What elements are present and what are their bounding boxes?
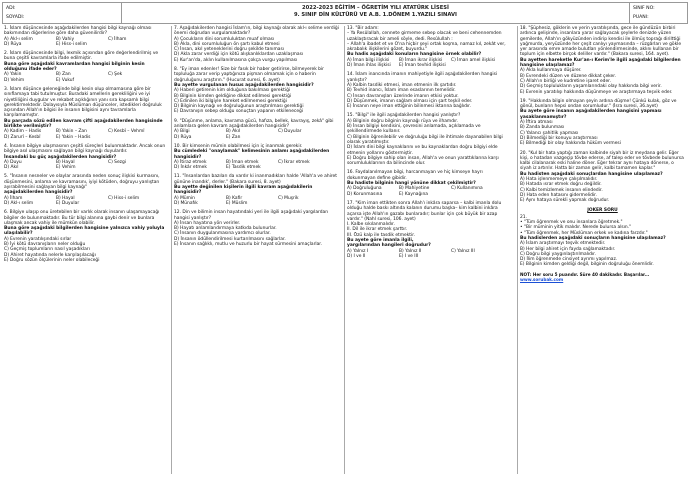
column-divider bbox=[171, 26, 172, 474]
answer-option[interactable]: B) Bilginin kimden geldiğine dikkat edilmesi gerektiği bbox=[174, 93, 292, 99]
answer-option[interactable]: E) İman tevhid ilişkisi bbox=[399, 63, 446, 69]
answer-row bbox=[4, 78, 169, 83]
question bbox=[4, 26, 169, 47]
answer-option[interactable]: D) Korunmasına bbox=[347, 191, 383, 197]
answer-option[interactable]: E) Evrenin yaratılışı hakkında düşünmeye ve araştırmaya teşvik eder. bbox=[520, 89, 673, 95]
question bbox=[4, 210, 169, 263]
answer-option[interactable]: C) İkrar etmek bbox=[278, 159, 310, 165]
question bbox=[4, 87, 169, 140]
answer-option[interactable]: B) Evrendeki düzen ve düzene dikkat çeker. bbox=[520, 73, 617, 79]
question bbox=[4, 174, 169, 206]
question bbox=[174, 210, 339, 247]
question-text: 4. İnsanın bilgiye ulaşmasının çeşitli süreçleri bulunmaktadır. Ancak onun bilgiye asıl ulaşmasını sağlayan bilgi kaynağı duyulardır. bbox=[4, 143, 166, 155]
answer-row bbox=[4, 201, 169, 206]
question-stem: Bu ayette değinilen kişilerin ilgili kavram aşağıdakilerin hangisidir? bbox=[174, 185, 313, 196]
answer-option[interactable]: E) Bilmediği bir olay hakkında hüküm vermesi bbox=[520, 141, 621, 147]
question-stem: Bu ayete göre insanın aşağıdakilerden hangisini yapması yasaklanmamıştır? bbox=[520, 109, 662, 120]
question-stem: Bu hadiste bilginin hangi yönüne dikkat çekilmiştir? bbox=[347, 181, 476, 187]
answer-option[interactable]: D) Münafık bbox=[174, 200, 198, 206]
answer-option[interactable]: E) İnsanın neye iman ettiğinin bilinmesi iktarına bağlıdır. bbox=[347, 104, 471, 110]
footer-link[interactable]: www.sorubak.com bbox=[520, 277, 564, 283]
question bbox=[347, 72, 512, 109]
answer-option[interactable]: A) İftira atması bbox=[520, 120, 553, 126]
answer-option[interactable]: D) Akıl bbox=[4, 165, 19, 171]
question bbox=[174, 174, 339, 206]
question-column-1 bbox=[4, 26, 169, 267]
answer-row bbox=[4, 42, 169, 47]
question-stem: Bu ayete göre imanla ilgili, bbox=[347, 237, 414, 243]
question bbox=[174, 144, 339, 170]
answer-option[interactable]: C) Hiss-i selim bbox=[108, 195, 140, 201]
answer-option[interactable]: A) İtiraz etmek bbox=[174, 159, 207, 165]
answer-option[interactable]: C) Geçmiş toplumların nasıl yaşadıkları bbox=[4, 247, 90, 253]
answer-option[interactable]: E) Zan bbox=[226, 134, 241, 140]
answer-option[interactable]: C) Bilginin öğrenilebilir ve doğruluğu bilgi ile ihtimale dayanabilen bilgi olarak yaratılmıştır. bbox=[347, 134, 503, 145]
question-stem: Buna göre aşağıdaki kavramlardan hangisi bilginin kesin olduğunu ifade eder? bbox=[4, 61, 145, 73]
answer-option[interactable]: C) Sezgi bbox=[108, 159, 126, 165]
answer-option[interactable]: C) Kullanımına bbox=[451, 186, 483, 192]
answer-option[interactable]: B) İnsan bilgiyi kendisini, çevresini anlamada, açıklamada ve şekillendirmede kullanır. bbox=[347, 124, 481, 135]
answer-option[interactable]: D) Rüya bbox=[174, 134, 192, 140]
answer-option[interactable]: II. Dil ile ikrar etmek şarttır. bbox=[347, 227, 408, 233]
answer-option[interactable]: A) Çocukların dini sorumluluktan muaf olması bbox=[174, 36, 275, 42]
answer-option[interactable]: C) İlham bbox=[108, 36, 127, 42]
answer-option[interactable]: D) Geçmiş toplulukların yaşamlarındaki olay hakkında bilgi verir. bbox=[520, 84, 662, 90]
answer-option[interactable]: – Allah'a ibadet et ve O'na hiçbir şeyi ortak koşma, namaz kıl, zekât ver, akrabalık ilişkilerini gözet, buyurdu." bbox=[347, 41, 506, 53]
question-stem: Bu cümledeki "onaylamak" kelimesinin anlamı aşağıdakilerden hangisidir? bbox=[174, 149, 330, 160]
exam-header bbox=[2, 2, 688, 24]
answer-option[interactable]: A) Bilgi bbox=[174, 129, 190, 135]
question-stem: aşağıdakilerden hangisidir? bbox=[4, 190, 73, 196]
answer-option[interactable]: C) İnsan davranışları üzerinde imanın etkisi yoktur. bbox=[347, 93, 459, 99]
answer-option[interactable]: B) Hatada ısrar etmek doğru değildir. bbox=[520, 182, 602, 188]
answer-option[interactable]: D) Bilginin kaynağı ve doğruluğunun araştırılması gerektiği bbox=[174, 104, 304, 110]
answer-option[interactable]: D) Bilmediği bir konuyu araştırması bbox=[520, 135, 598, 141]
answer-option[interactable]: D) İslam dini bilgi kaynaklarını ve bu kaynaklardan doğru bilgiyi elde etmenin yollarını göstermiştir. bbox=[347, 145, 498, 156]
answer-option[interactable]: B) Hayatı anlamlandırmaya katkıda bulunurlar. bbox=[174, 226, 277, 232]
answer-option[interactable]: D) İnsanın ödüllendirilmesi kurtarılmasını sağlarlar. bbox=[174, 236, 286, 242]
answer-row bbox=[347, 254, 512, 259]
joker-line: • "Tüm öğrenmek ve onu insanlara öğretmek." bbox=[520, 220, 623, 226]
answer-option[interactable]: A) Akla kullanmaya düşürer. bbox=[520, 68, 582, 74]
exam-page bbox=[2, 2, 688, 477]
question-text: 16. Faydalanılmayan bilgi, harcanmayan ve hiç kimseye hayrı dokunmayan define gibidir. bbox=[347, 170, 483, 181]
answer-option[interactable]: B) Zan bbox=[56, 72, 71, 78]
answer-option[interactable]: E) Bilginin kimden geldiği değil, bilginin doğruluğu önemlidir. bbox=[520, 262, 654, 268]
student-info bbox=[2, 2, 122, 24]
question-text: 14. İslam inancında imanın mahiyetiyle ilgili aşağıdakilerden hangisi yanlıştır? bbox=[347, 72, 498, 83]
answer-option[interactable]: C) Doğru bilgi yaygınlaştırılmalıdır. bbox=[520, 251, 596, 257]
answer-option[interactable]: D) İnkâr etmek bbox=[174, 165, 207, 171]
answer-option[interactable]: B) Yakin – Zan bbox=[56, 129, 87, 135]
answer-option[interactable]: D) Ahiret hayatında nelerle karşılaşılacağı bbox=[4, 252, 96, 258]
answer-option[interactable]: B) Akla, dini sorumluluğun ön şartı kabul etmesi bbox=[174, 41, 280, 47]
question bbox=[347, 170, 512, 196]
question-text: 20. "Kul bir hata yaptığı zaman kalbinde siyah bir iz meydana gelir. Eğer kişi, o hatadan vazgeçip tövbe ederse, af talep eder ve tövbede bulunursa kalbi cilalanarak eski haline döner. Eğer tekrar aynı hataya dönerse, o siyah iz artırılır. Hatta bir zaman gelir, kalbi tamamen kaplar." bbox=[520, 150, 684, 172]
question-stem: Buna göre aşağıdaki bilgilerden hangisine yalnızca vahiy yoluyla ulaşılabilir? bbox=[4, 226, 165, 237]
exam-footer bbox=[520, 272, 685, 283]
class-no-label: SINIF NO: bbox=[633, 6, 655, 11]
answer-option[interactable]: A) Akl-ı selim bbox=[4, 36, 33, 42]
answer-option[interactable]: A) Bilginin doğru bilginin kaynağı rüya ve ilhamdır. bbox=[347, 118, 459, 124]
question-stem: Bu ayette vurgulanan husus aşağıdakilerden hangisidir? bbox=[174, 82, 314, 88]
score-info bbox=[630, 2, 688, 24]
answer-option[interactable]: E) Vukuf bbox=[56, 77, 75, 83]
question bbox=[174, 67, 339, 115]
answer-row bbox=[347, 63, 512, 68]
answer-option[interactable]: E) Hiss-i selim bbox=[56, 41, 87, 47]
answer-option[interactable]: C) Duyular bbox=[278, 129, 302, 135]
answer-row bbox=[174, 165, 339, 170]
question bbox=[4, 51, 169, 83]
joker-title: JOKER SORU bbox=[587, 207, 618, 213]
answer-option[interactable]: – Ya Resûlallah, cennete girmeme sebep olacak ve beni cehennemden uzaklaştıracak bir ameli söyle, dedi. Resûlullah : bbox=[347, 31, 502, 42]
answer-option[interactable]: B) İyi kötü davranışların neler olduğu bbox=[4, 241, 86, 247]
answer-option[interactable]: III. Özü kalp ile tasdik etmektir. bbox=[347, 232, 416, 238]
answer-option[interactable]: E) Kur'an'da, aklın kullanılmasına çokça vurgu yapılması bbox=[174, 57, 298, 63]
answer-option[interactable]: E) Doğru bilgiye sahip olan insan, Allah'a ve onun yarattıklarına karşı sorumluluklarının da bilincinde olur. bbox=[347, 155, 499, 167]
answer-option[interactable]: C) Muşrik bbox=[278, 195, 299, 201]
score-label: PUANI: bbox=[633, 15, 649, 20]
question-text: 12. Din ve bilimin insan hayatındaki yeri ile ilgili aşağıdaki yargılardan hangisi yanlıştır? bbox=[174, 210, 329, 221]
joker-line: • "Bir müminin yitik malıdır. Nerede bulursa alsın." bbox=[520, 225, 632, 231]
question-text: 8. "Ey iman edenler! Size bir fasık bir haber getirirse, bilmeyerek bir topluluğa zarar verip yaptığınıza pişman olmamak için o haberin doğruluğunu araştırın." (Hucurat suresi, 6. ayet) bbox=[174, 67, 324, 83]
answer-option[interactable]: D) İman ihlas ilişkisi bbox=[347, 63, 391, 69]
answer-row bbox=[4, 135, 169, 140]
question-text: 2. İslam düşüncesinde bilgi, lexmik açısından göre değerlendirilmiş ve buna çeşitli kavramlarla ifade edilmiştir. bbox=[4, 51, 159, 62]
answer-option[interactable]: D) Düşünmek, imanın sağlam olması için şart teşkil eder. bbox=[347, 98, 473, 104]
exam-title-line2: 9. SINIF DİN KÜLTÜRÜ VE A.B. 1.DÖNEM 1.YAZILI SINAVI bbox=[294, 12, 457, 18]
answer-option[interactable]: A) İman bilgi ilişkisi bbox=[347, 57, 390, 63]
question-stem: İnsandaki bu güç aşağıdakilerden hangisidir? bbox=[4, 154, 117, 160]
question-text: 7. Aşağıdakilerden hangisi İslam'ın, bilgi kaynağı olarak akl-ı selime verdiği önemi doğrudan vurgulamaktadır? bbox=[174, 26, 339, 37]
column-divider bbox=[344, 26, 345, 474]
answer-option[interactable]: A) Evrenin yaratılışındaki sırlar bbox=[4, 236, 72, 242]
answer-option[interactable]: B) Akıl bbox=[226, 129, 241, 135]
answer-option[interactable]: A) İnsan hayatına yön verirler. bbox=[174, 220, 241, 226]
question-text: 19. "Hakkında bilgin olmayan şeyin ardına düşme! Çünkü kulak, göz ve gönül, bunların hepsi ondan sorumludur." (İsra suresi, 36.ayet) bbox=[520, 98, 677, 110]
answer-option[interactable]: A) Kalbin tasdiki etmesi, iman etmenin ilk şartıdır. bbox=[347, 82, 457, 88]
answer-option[interactable]: A) Haberi getirenin kim olduğuna bakılması gerektiği bbox=[174, 88, 291, 94]
answer-option[interactable]: C) Yalnız III bbox=[451, 248, 475, 254]
answer-option[interactable]: A) Doğruluğuna bbox=[347, 186, 382, 192]
answer-option[interactable]: B) İman ikrar ilişkisi bbox=[399, 57, 443, 63]
answer-option[interactable]: B) Mahiyetine bbox=[399, 186, 430, 192]
answer-option[interactable]: A) İlham bbox=[4, 195, 23, 201]
answer-option[interactable]: E) Doğru sözün ölçülerinin neler olabileceği bbox=[4, 257, 100, 263]
answer-option[interactable]: D) Akl-ı selim bbox=[4, 200, 34, 206]
answer-option[interactable]: E) Duyular bbox=[56, 200, 80, 206]
answer-row bbox=[174, 201, 339, 206]
question bbox=[174, 119, 339, 140]
question-text: 6. Bilgiye ulaşıp onu üretebilen bir varlık olarak insanın ulaşamayacağı bilgiler de bulunmaktadır. Bu tür bilgi alanına gaybi denir ve bunlara ulaşmak ancak vahiy ile mümkün olabilir. bbox=[4, 210, 160, 226]
answer-option[interactable]: C) Yalancı şahitlik yapması bbox=[520, 130, 579, 136]
question bbox=[347, 201, 512, 259]
question-text: 11. "İnsanlardan bazıları da vardır ki inanmadıkları halde 'Allah'a ve ahiret gününe inandık', derler." (Bakara suresi, 8. ayet) bbox=[174, 174, 337, 185]
answer-option[interactable]: C) Şek bbox=[108, 72, 123, 78]
answer-option[interactable]: E) İnsanın sağlıklı, mutlu ve huzurlu bir hayat sürmesini amaçlarlar. bbox=[174, 241, 323, 247]
joker-question bbox=[520, 215, 685, 268]
answer-option[interactable]: A) Yakin bbox=[4, 72, 22, 78]
answer-option[interactable]: B) Hayal bbox=[56, 195, 75, 201]
question bbox=[4, 144, 169, 170]
answer-option[interactable]: B) Kafir bbox=[226, 195, 243, 201]
question-column-4 bbox=[520, 26, 685, 282]
question-text: 15. "Bilgi" ile ilgili aşağıdakilerden hangisi yanlıştır? bbox=[347, 113, 461, 119]
answer-option[interactable]: D) Akla zarar verdiği için kötü alışkanlıklardan uzaklaşması bbox=[174, 52, 304, 58]
answer-option[interactable]: C) İnsanın duygulanmasına yardımcı olurlar. bbox=[174, 231, 271, 237]
question-text: 13. "Bir adam: bbox=[347, 26, 379, 31]
answer-option[interactable]: E) Yakin – Hadis bbox=[56, 134, 91, 140]
question-stem: Bu ayetten hareketle Kur'an-ı Kerim'le ilgili aşağıdaki bilgilerden hangisine ulaşılamaz? bbox=[520, 57, 681, 69]
answer-option[interactable]: D) Zarurî – Kesbî bbox=[4, 134, 41, 140]
question bbox=[520, 26, 685, 95]
question-column-2 bbox=[174, 26, 339, 251]
answer-option[interactable]: A) Hata işlenmemeye çalışılmalıdır. bbox=[520, 177, 598, 183]
question-text: 9. "Düşünme, anlama, kavrama gücü, hafıza, bellek, kavrayış, zekâ" gibi anlamlara gelen kavram aşağıdakilerden hangisidir? bbox=[174, 118, 334, 130]
answer-row bbox=[4, 165, 169, 170]
answer-option[interactable]: B) Yalnız II bbox=[399, 248, 422, 254]
answer-option[interactable]: E) Müslim bbox=[226, 200, 248, 206]
answer-option[interactable]: D) Hata eden hatasını gidermelidir. bbox=[520, 192, 597, 198]
answer-option[interactable]: A) Yalnız I bbox=[347, 248, 369, 254]
column-divider bbox=[517, 26, 518, 474]
answer-option[interactable]: D) Rüya bbox=[4, 41, 22, 47]
answer-option[interactable]: C) Edinilen iki bilgiyle hareket edilmemesi gerektiği bbox=[174, 98, 287, 104]
exam-title-line1: 2022-2023 EĞİTİM – ÖĞRETİM YILI ATATÜRK LİSESİ bbox=[302, 5, 449, 11]
answer-option[interactable]: A) Mümin bbox=[174, 195, 195, 201]
answer-row bbox=[174, 135, 339, 140]
answer-option[interactable]: A) Duyu bbox=[4, 159, 22, 165]
answer-option[interactable]: E) Aynı hataya sürekli yapmak doğrudur. bbox=[520, 198, 610, 204]
footer-note: NOT: Her soru 5 puandır. Süre 40 dakikadır. Başarılar... bbox=[520, 271, 650, 277]
answer-option[interactable]: B) Hayal bbox=[56, 159, 75, 165]
question-stem: Bu parçada sözü edilen kavram çifti aşağıdakilerden hangisinde birlikte verilmiştir? bbox=[4, 118, 163, 130]
answer-option[interactable]: B) Vahiy bbox=[56, 36, 75, 42]
answer-option[interactable]: C) Allah'ın birliği ve kudretine işaret eder. bbox=[520, 78, 611, 84]
answer-option[interactable]: C) İman amel ilişkisi bbox=[451, 57, 496, 63]
answer-option[interactable]: E) Tasdik etmek bbox=[226, 165, 261, 171]
joker-number: 21. bbox=[520, 214, 527, 220]
answer-row bbox=[347, 192, 512, 197]
answer-option[interactable]: B) Her bilgi ahiret için fayda sağlamaktadır. bbox=[520, 246, 616, 252]
question-text: 18. "Şüphesiz, göklerin ve yerin yaratılışında, gece ile gündüzün birbiri ardınca gelişinde, insanlara yarar sağlayacak şeylerle denizde yüzen gemilerde, Allah'ın gökyüzünden indirip kendisi ile ölmüş toprağı dirilttiği yağmurda, yeryüzünde her çeşit canlıyı yaymasında – rüzgârları ve gökle yer arasında emre amade bulutları yönlendirmesinde, aklını kullanan bir toplum için elbette birçok deliller vardır." (Bakara suresi, 164. ayet). bbox=[520, 26, 682, 58]
answer-option[interactable]: B) İman etmek bbox=[226, 159, 259, 165]
question bbox=[520, 99, 685, 147]
answer-option[interactable]: D) I ve II bbox=[347, 253, 366, 259]
question-text: 3. İslam düşünce geleneğinde bilgi kesin olup olmamasına göre bir sınıflamaya tabi tutulmuştur. Buradaki amellerin gerekliliğini ve iyi niyetliliğini duygular ve rekabet açıklığının yanı sıra kapsamlı bilgi gerektirmektedir. Dolayısıyla Müslüman düşünceler, istedikleri doğruluk açısından Allah'ın bilgisi ile insanın bilgisini aynı tavramlarla karşılamamıştır. bbox=[4, 86, 162, 119]
answer-option[interactable]: C) Kalbi temizlemek insanın elindedir. bbox=[520, 187, 603, 193]
question-stem: Bu hadis aşağıdaki konuların hangisine örnek olabilir? bbox=[347, 52, 482, 58]
question bbox=[347, 26, 512, 68]
answer-option[interactable]: E) I ve III bbox=[399, 253, 419, 259]
answer-option[interactable]: A) Kadim – Hadis bbox=[4, 129, 42, 135]
answer-option[interactable]: A) İslam araştırmayı teşvik etmektedir. bbox=[520, 241, 606, 247]
answer-option[interactable]: E) Kaynağına bbox=[399, 191, 428, 197]
question-text: 1. İslam düşüncesinde aşağıdakilerden hangisi bilgi kaynağı olması bakımından diğerlerine göre daha güvenilirdir? bbox=[4, 26, 152, 37]
surname-label: SOYADI: bbox=[6, 15, 25, 20]
answer-option[interactable]: E) Davranışın sebep olduğu sonuçtan yapanın etkileneceği bbox=[174, 109, 304, 115]
question bbox=[174, 26, 339, 63]
answer-option[interactable]: I. Kalbe sıkılanmalıdır. bbox=[347, 222, 395, 228]
answer-option[interactable]: B) Zanda bulunması bbox=[520, 125, 565, 131]
question-stem: yargılarından hangileri doğrudur? bbox=[347, 243, 431, 249]
question bbox=[520, 151, 685, 204]
answer-option[interactable]: C) Kesbî – Vehmî bbox=[108, 129, 145, 135]
question-column-3 bbox=[347, 26, 512, 263]
answer-option[interactable]: D) Vehim bbox=[4, 77, 25, 83]
joker-line: • "Tüm öğrenmek, her Müslüman erkek ve kadına farzdır." bbox=[520, 230, 648, 236]
joker-stem: Bu hadislerden aşağıdaki sonuçların hangisine ulaşılamaz? bbox=[520, 235, 666, 241]
exam-title bbox=[122, 2, 630, 24]
question-text: 17. "Kim iman ettikten sonra Allah'ı inkâra saparsa – kalbi imanla dolu olduğu halde baskı altında kalanın durumu başka– kim kalbini inkâra açarsa işte Allah'ın gazabı bunlaradır; bunlar için çok büyük bir azap vardır." (Nahl suresi, 106. ayet) bbox=[347, 200, 502, 222]
answer-option[interactable]: C) İnsan, akıl yeteneklerini doğru şekilde tanıması bbox=[174, 47, 284, 53]
question-stem: Bu hadisten aşağıdaki sonuçlardan hangisine ulaşılamaz? bbox=[520, 171, 663, 177]
answer-option[interactable]: E) Vehim bbox=[56, 165, 76, 171]
answer-option[interactable]: B) Tevhid inancı, İslam iman esaslarının temelidir. bbox=[347, 88, 456, 94]
question-text: 5. "İnsanın nesneler ve olaylar arasında neden sonuç ilişkisi kurmasını, düşünmesini, anlama ve kavramasını, iyiyi kötüden, doğruyu yanlıştan ayırabilmesini sağlayan bilgi kaynağı" bbox=[4, 174, 160, 191]
answer-option[interactable]: D) İlim öğrenmede cinsiyet ayrımı yapılmaz. bbox=[520, 257, 618, 263]
name-label: ADI: bbox=[6, 6, 16, 11]
question-text: 10. Bir kimsenin mümin olabilmesi için iç inanmak gerekir. bbox=[174, 143, 303, 149]
question bbox=[347, 113, 512, 166]
